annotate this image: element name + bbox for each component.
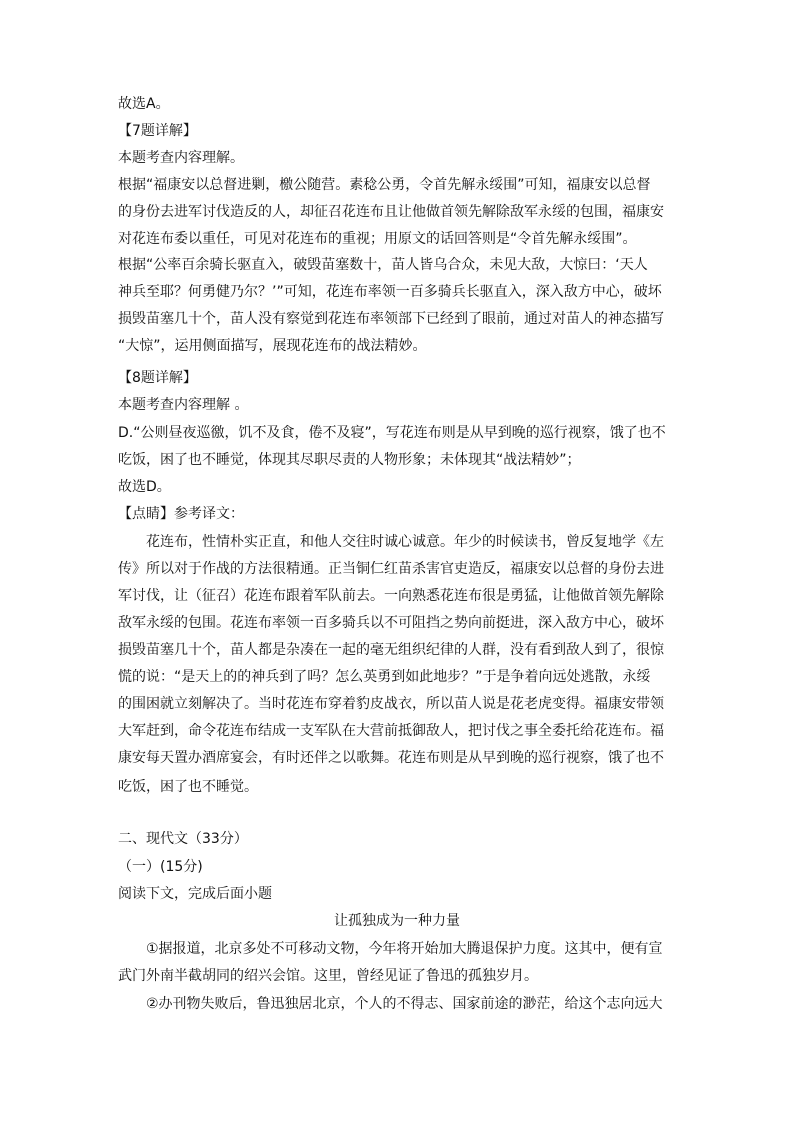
text-line: ②办刊物失败后，鲁迅独居北京，个人的不得志、国家前途的渺茫，给这个志向远大 [146, 996, 663, 1012]
text-line: 花连布，性情朴实正直，和他人交往时诚心诚意。年少的时候读书，曾反复地学《左 [146, 534, 664, 550]
section-heading: 【7题详解】 [118, 123, 197, 139]
text-line: 本题考查内容理解。 [118, 150, 244, 166]
text-line: 吃饭，困了也不睡觉。 [118, 779, 258, 795]
text-line: 吃饭，困了也不睡觉，体现其尽职尽责的人物形象；未体现其“战法精妙”； [118, 452, 581, 468]
text-line: 对花连布委以重任，可见对花连布的重视；用原文的话回答则是“令首先解永绥围”。 [118, 231, 637, 247]
text-line: 的身份去进军讨伐造反的人，却征召花连布且让他做首领先解除敌军永绥的包围，福康安 [118, 204, 664, 220]
text-line: 神兵至耶？何勇健乃尔？’”可知，花连布率领一百多骑兵长驱直入，深入敌方中心，破坏 [118, 284, 662, 300]
text-line: D.“公则昼夜巡徼，饥不及食，倦不及寝”，写花连布则是从早到晚的巡行视察，饿了也不 [118, 425, 666, 441]
text-line: “大惊”，运用侧面描写，展现花连布的战法精妙。 [118, 338, 427, 354]
text-line: 阅读下文，完成后面小题 [118, 886, 272, 902]
text-line: 康安每天置办酒席宴会，有时还伴之以歌舞。花连布则是从早到晚的巡行视察，饿了也不 [118, 750, 664, 766]
text-line: 传》所以对于作战的方法很精通。正当铜仁红苗杀害官吏造反，福康安以总督的身份去进 [118, 561, 664, 577]
section-heading: 【8题详解】 [118, 370, 197, 386]
text-line: 损毁苗塞几十个，苗人都是杂凑在一起的毫无组织纪律的人群，没有看到敌人到了，很惊 [118, 642, 664, 658]
part-heading: 二、现代文（33分） [118, 831, 248, 847]
text-line: 军讨伐，让（征召）花连布跟着军队前去。一向熟悉花连布很是勇猛，让他做首领先解除 [118, 588, 664, 604]
text-line: 故选D。 [118, 479, 171, 495]
text-line: 慌的说：“是天上的的神兵到了吗？怎么英勇到如此地步？”于是争着向远处逃散，永绥 [118, 669, 651, 685]
text-line: 武门外南半截胡同的绍兴会馆。这里，曾经见证了鲁迅的孤独岁月。 [118, 968, 538, 984]
text-line: 的围困就立刻解决了。当时花连布穿着豹皮战衣，所以苗人说是花老虎变得。福康安带领 [118, 696, 664, 712]
text-line: 根据“福康安以总督进剿，檄公随营。素稔公勇，令首先解永绥围”可知，福康安以总督 [118, 177, 651, 193]
text-line: 本题考查内容理解 。 [118, 397, 249, 413]
text-line: 损毁苗塞几十个，苗人没有察觉到花连布率领部下已经到了眼前，通过对苗人的神态描写 [118, 311, 664, 327]
text-line: ①据报道，北京多处不可移动文物，今年将开始加大腾退保护力度。这其中，便有宣 [146, 941, 663, 957]
text-line: 敌军永绥的包围。花连布率领一百多骑兵以不可阻挡之势向前挺进，深入敌方中心，破坏 [118, 615, 664, 631]
text-line: 大军赶到，命令花连布结成一支军队在大营前抵御敌人，把讨伐之事全委托给花连布。福 [118, 723, 664, 739]
part-heading: （一）(15分) [118, 859, 203, 875]
article-title: 让孤独成为一种力量 [334, 913, 460, 929]
text-line: 根据“公率百余骑长驱直入，破毁苗塞数十，苗人皆乌合众，未见大敌，大惊曰：‘天人 [118, 257, 648, 273]
section-heading: 【点睛】参考译文： [118, 506, 244, 522]
text-line: 故选A。 [118, 96, 170, 112]
